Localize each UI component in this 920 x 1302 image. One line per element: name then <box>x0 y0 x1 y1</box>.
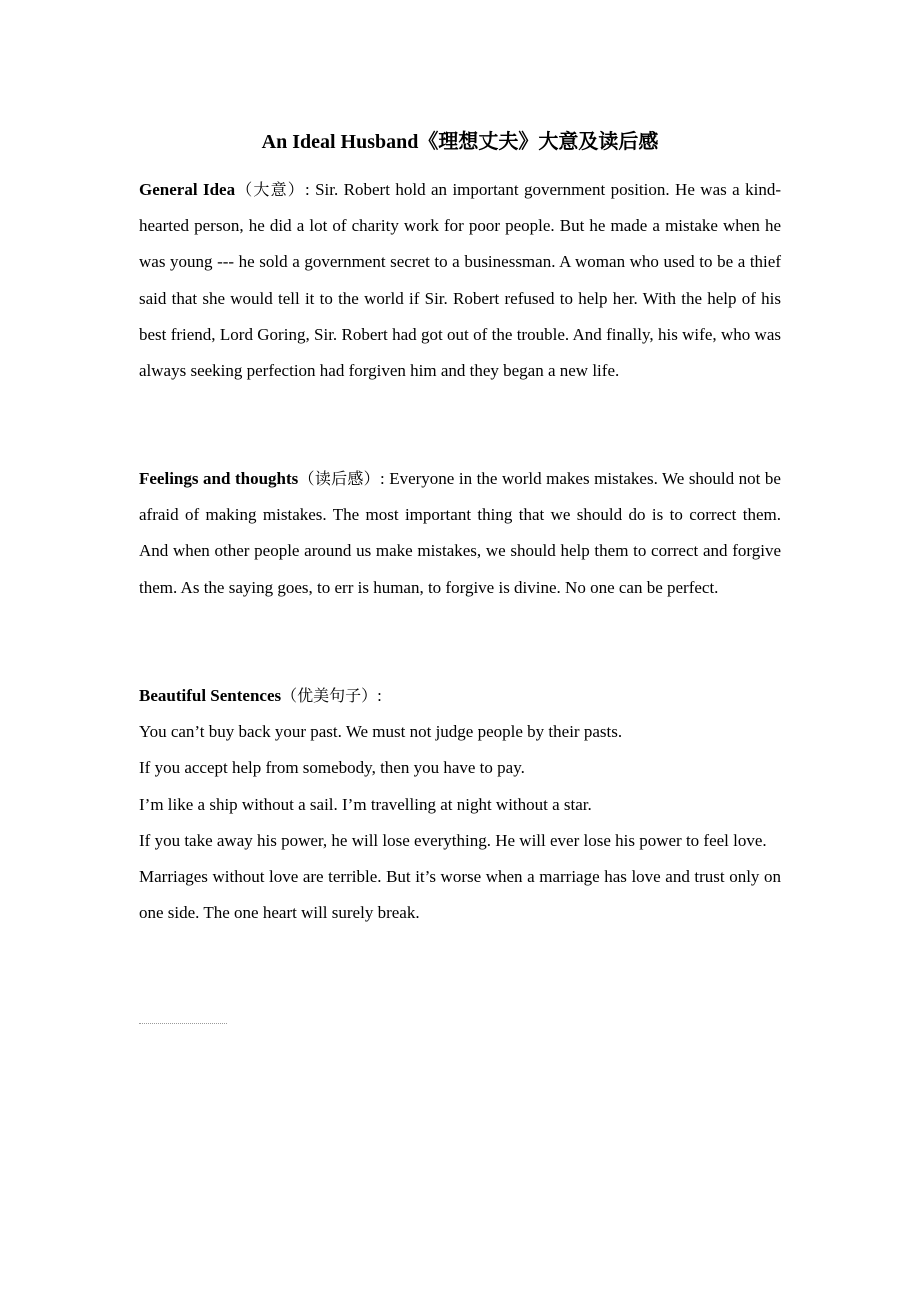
feelings-label: Feelings and thoughts <box>139 469 299 488</box>
beautiful-sentences-label: Beautiful Sentences <box>139 686 282 705</box>
general-idea-text: Sir. Robert hold an important government position. He was a kind-hearted person, he did a lot of charity work for poor people. But he made a mistake when he was young --- he sold a government secret to a businessman. A woman who used to be a thief said that she would tell it to the world if Sir. Robert refused to help her. With the help of his best friend, Lord Goring, Sir. Robert had got out of the trouble. And finally, his wife, who was always seeking perfection had forgiven him and they began a new life. <box>139 180 781 381</box>
footnote-separator <box>139 1023 227 1024</box>
feelings-separator: : <box>379 469 390 488</box>
sentence-item: I’m like a ship without a sail. I’m travelling at night without a star. <box>139 794 592 814</box>
beautiful-sentences-heading <box>139 678 781 714</box>
feelings-label-cn: （读后感） <box>298 469 380 488</box>
document-title: An Ideal Husband《理想丈夫》大意及读后感 <box>261 131 659 153</box>
general-idea-paragraph <box>139 172 781 389</box>
sentence-item: Marriages without love are terrible. But it’s worse when a marriage has love and trust only on one side. The one heart will surely break. <box>139 867 781 923</box>
general-idea-separator: : <box>304 180 316 199</box>
beautiful-sentences-section <box>139 678 781 931</box>
feelings-text: Everyone in the world makes mistakes. We should not be afraid of making mistakes. The most important thing that we should do is to correct them. And when other people around us make mistakes, we should help them to correct and forgive them. As the saying goes, to err is human, to forgive is divine. No one can be perfect. <box>139 469 781 597</box>
beautiful-sentences-separator: : <box>377 686 382 705</box>
feelings-paragraph <box>139 461 781 606</box>
general-idea-label-cn: （大意） <box>235 180 305 199</box>
sentence-item: If you accept help from somebody, then you have to pay. <box>139 758 525 778</box>
beautiful-sentences-label-cn: （优美句子） <box>281 686 378 705</box>
sentence-item: If you take away his power, he will lose everything. He will ever lose his power to feel love. <box>139 830 767 850</box>
sentence-item: You can’t buy back your past. We must not judge people by their pasts. <box>139 722 623 742</box>
general-idea-label: General Idea <box>139 180 236 199</box>
